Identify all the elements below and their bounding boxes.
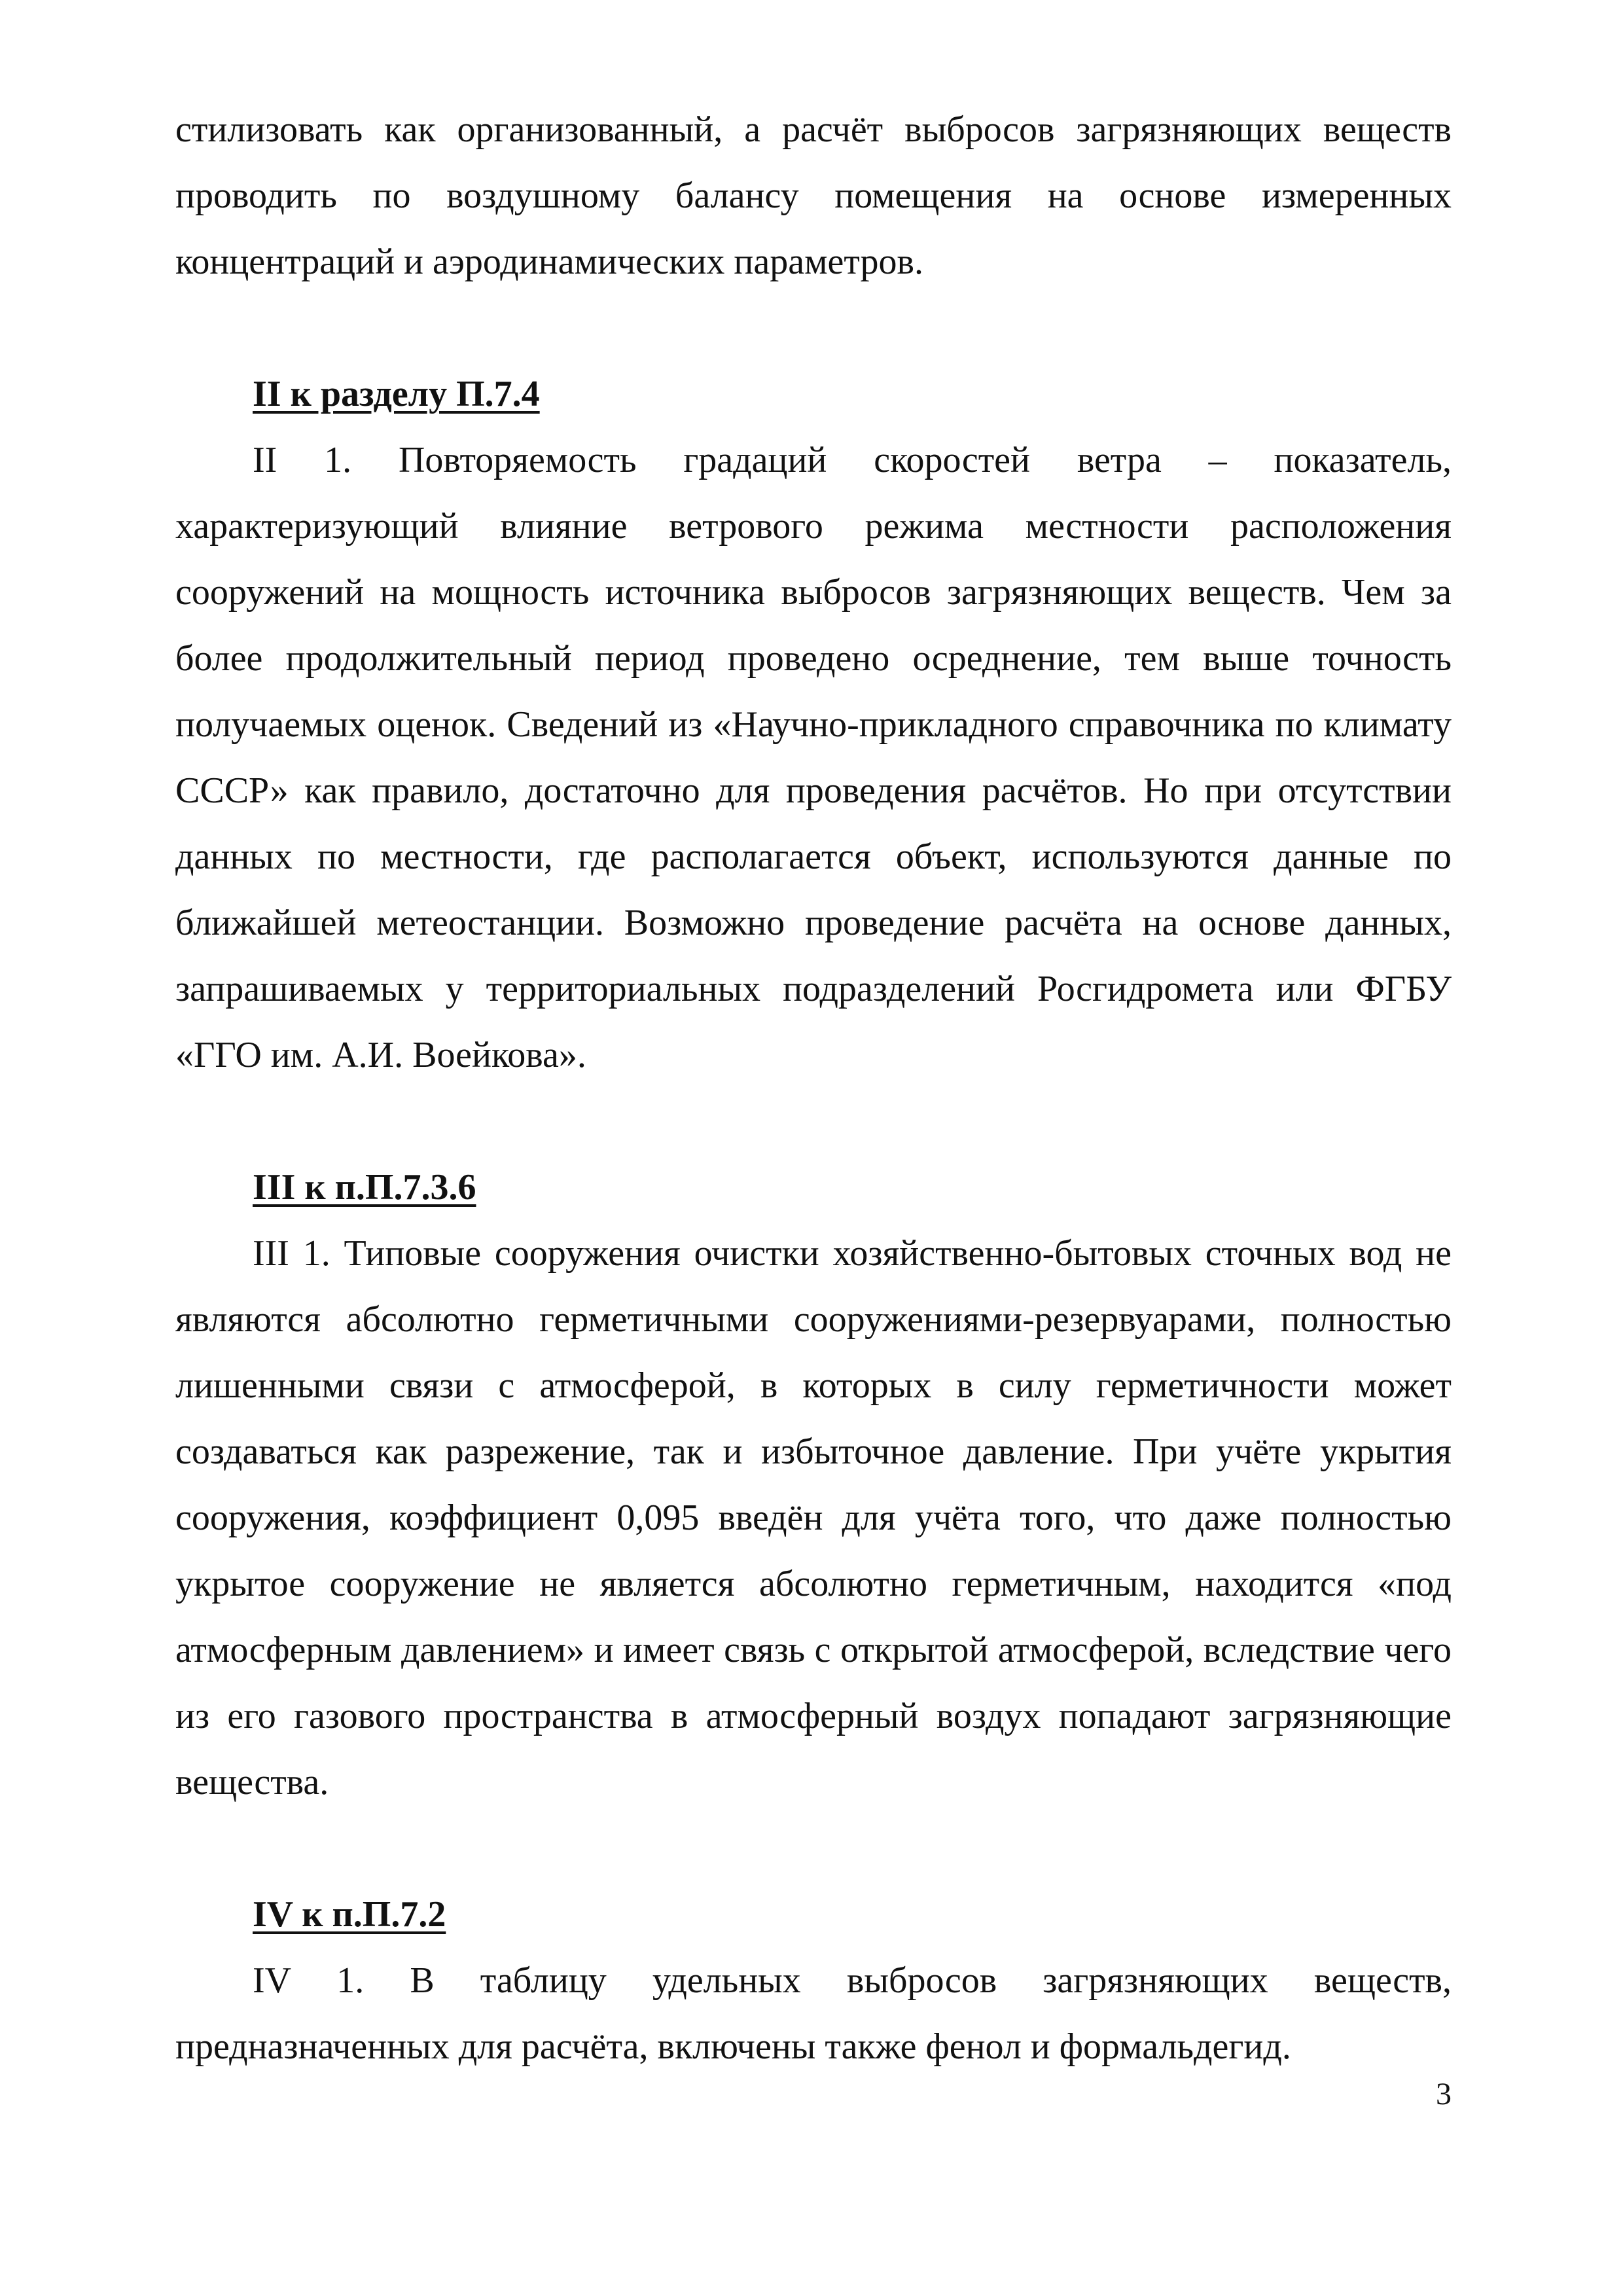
continuation-paragraph: стилизовать как организованный, а расчёт выбросов загрязняющих веществ проводить по воздушному балансу помещения на основе измеренных концентраций и аэродинамических параметров. [175,109,1452,282]
section-heading-ii: II к разделу П.7.4 [253,374,540,414]
section-spacer [175,1816,1452,1882]
section-paragraph-ii: II 1. Повторяемость градаций скоростей ветра – показатель, характеризующий влияние ветрового режима местности расположения сооружений на мощность источника выбросов загрязняющих веществ. Чем за более продолжительный период проведено осреднение, тем выше точность получаемых оценок. Сведений из «Научно-прикладного справочника по климату СССР» как правило, достаточно для проведения расчётов. Но при отсутствии данных по местности, где располагается объект, используются данные по ближайшей метеостанции. Возможно проведение расчёта на основе данных, запрашиваемых у территориальных подразделений Росгидромета или ФГБУ «ГГО им. А.И. Воейкова». [175,440,1452,1075]
section-heading-iv: IV к п.П.7.2 [253,1894,446,1935]
section-spacer [175,1088,1452,1155]
section-spacer [175,295,1452,361]
section-paragraph-iv: IV 1. В таблицу удельных выбросов загрязняющих веществ, предназначенных для расчёта, включены также фенол и формальдегид. [175,1960,1452,2067]
page-content [175,97,1452,2080]
section-paragraph-iii: III 1. Типовые сооружения очистки хозяйственно-бытовых сточных вод не являются абсолютно герметичными сооружениями-резервуарами, полностью лишенными связи с атмосферой, в которых в силу герметичности может создаваться как разрежение, так и избыточное давление. При учёте укрытия сооружения, коэффициент 0,095 введён для учёта того, что даже полностью укрытое сооружение не является абсолютно герметичным, находится «под атмосферным давлением» и имеет связь с открытой атмосферой, вследствие чего из его газового пространства в атмосферный воздух попадают загрязняющие вещества. [175,1233,1452,1803]
section-heading-iii: III к п.П.7.3.6 [253,1167,476,1208]
page-number: 3 [1436,2077,1452,2111]
